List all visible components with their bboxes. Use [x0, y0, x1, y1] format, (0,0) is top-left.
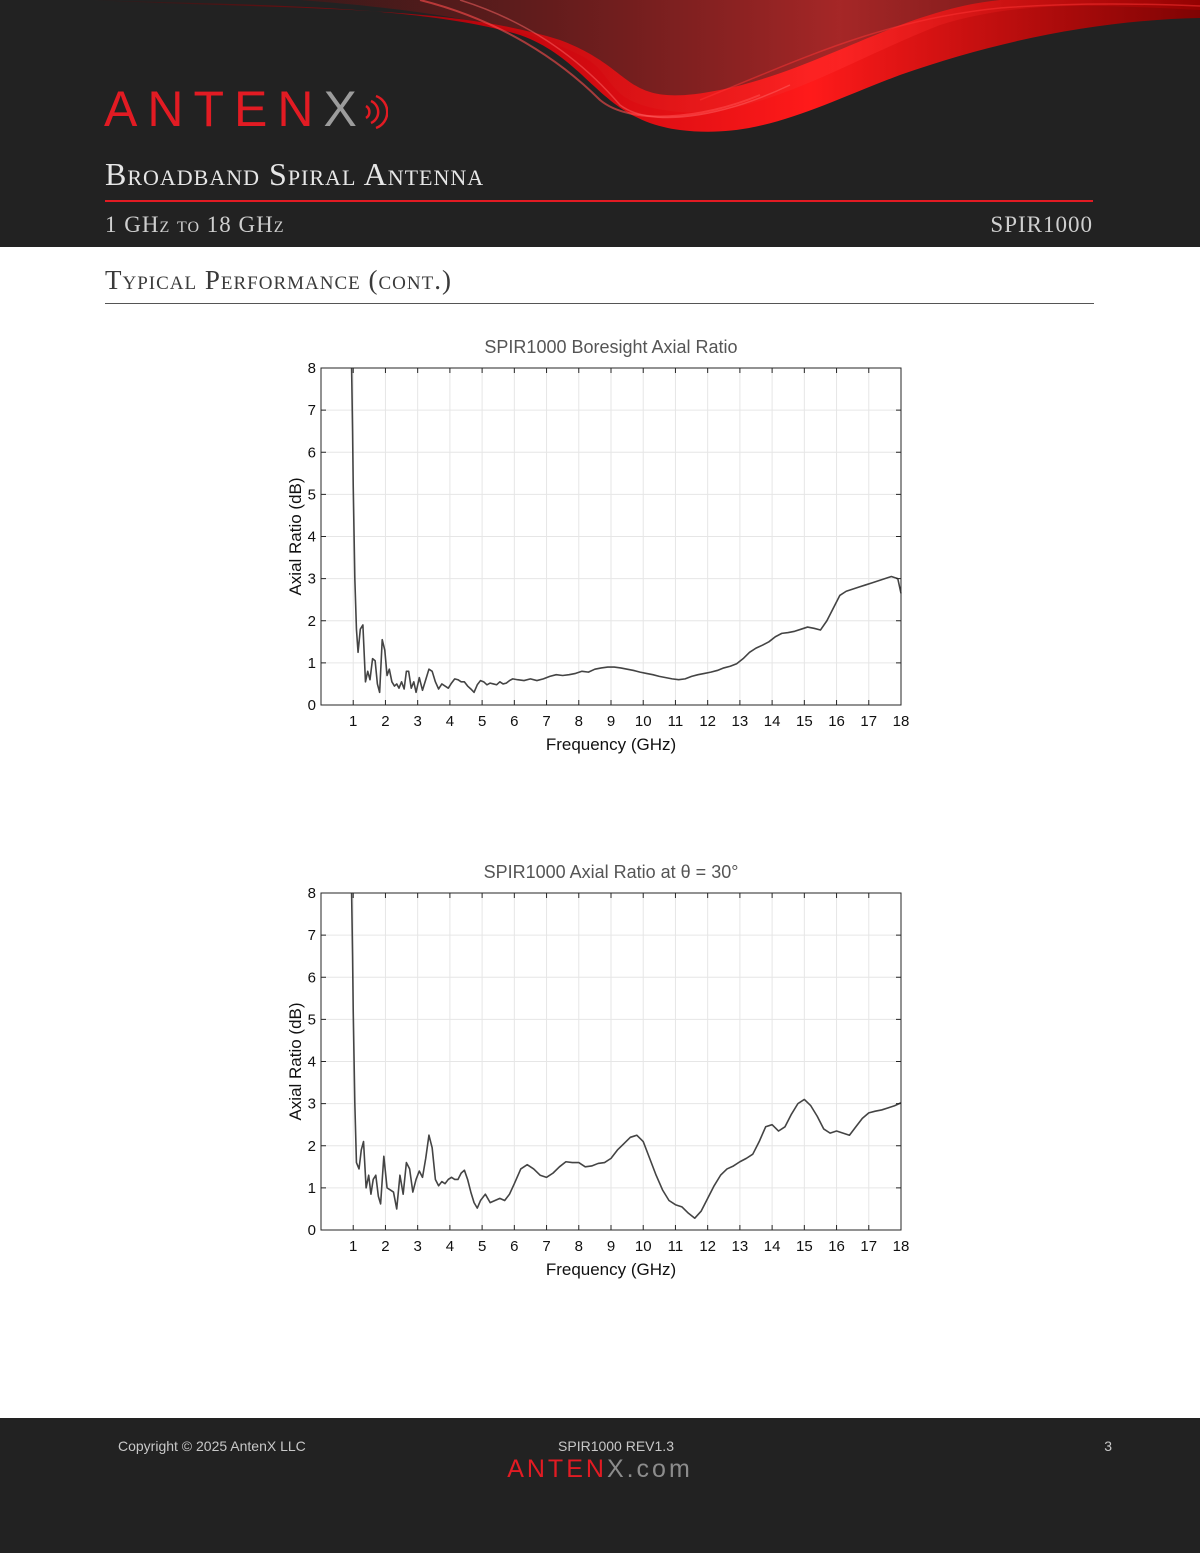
section-title: Typical Performance (cont.): [105, 265, 452, 295]
y-tick-label: 3: [307, 570, 316, 588]
x-tick-label: 4: [445, 1238, 455, 1255]
x-tick-label: 3: [413, 713, 422, 730]
x-tick-label: 11: [667, 713, 684, 730]
page-number: 3: [1104, 1438, 1112, 1454]
x-axis-label: Frequency (GHz): [545, 1260, 677, 1279]
x-tick-label: 8: [574, 713, 583, 730]
x-tick-label: 15: [795, 713, 813, 730]
chart-svg: [280, 330, 920, 760]
x-tick-label: 6: [510, 713, 519, 730]
x-tick-label: 1: [349, 713, 358, 730]
chart-svg: [280, 855, 920, 1285]
x-tick-label: 7: [542, 713, 551, 730]
chart-title: SPIR1000 Axial Ratio at θ = 30°: [483, 862, 739, 882]
y-tick-label: 0: [307, 1222, 316, 1239]
x-tick-label: 6: [510, 1238, 519, 1255]
y-axis-label: Axial Ratio (dB): [286, 1002, 305, 1121]
x-tick-label: 10: [634, 713, 652, 730]
x-tick-label: 17: [860, 713, 878, 730]
x-tick-label: 7: [542, 1238, 551, 1255]
x-tick-label: 15: [795, 1238, 813, 1255]
x-tick-label: 11: [667, 1238, 684, 1255]
x-tick-label: 8: [574, 1238, 583, 1255]
x-tick-label: 18: [892, 1238, 910, 1255]
y-tick-label: 1: [307, 654, 316, 672]
x-tick-label: 9: [606, 1238, 616, 1255]
section-divider: [105, 303, 1094, 304]
y-tick-label: 5: [307, 486, 316, 504]
x-tick-label: 2: [381, 1238, 390, 1255]
x-tick-label: 18: [892, 713, 910, 730]
x-tick-label: 14: [763, 1238, 781, 1255]
x-tick-label: 13: [731, 1238, 749, 1255]
y-tick-label: 6: [307, 444, 316, 462]
y-axis-label: Axial Ratio (dB): [286, 477, 305, 596]
frequency-range: 1 GHz to 18 GHz: [105, 212, 285, 237]
y-tick-label: 5: [307, 1011, 316, 1029]
signal-waves-icon: [362, 94, 388, 130]
y-tick-label: 0: [307, 697, 316, 714]
x-tick-label: 9: [606, 713, 616, 730]
x-tick-label: 16: [828, 1238, 845, 1255]
y-tick-label: 1: [307, 1179, 316, 1197]
copyright-text: Copyright © 2025 AntenX LLC: [118, 1438, 306, 1454]
y-tick-label: 4: [307, 1053, 316, 1071]
boresight-axial-ratio-chart: [280, 330, 920, 760]
x-tick-label: 3: [413, 1238, 422, 1255]
page-header: [0, 0, 1200, 247]
x-tick-label: 16: [828, 713, 845, 730]
y-tick-label: 7: [307, 927, 316, 945]
document-title: Broadband Spiral Antenna: [105, 156, 485, 192]
y-tick-label: 7: [307, 402, 316, 420]
x-tick-label: 1: [349, 1238, 358, 1255]
y-tick-label: 8: [307, 885, 316, 902]
x-tick-label: 14: [763, 713, 781, 730]
y-tick-label: 2: [307, 612, 316, 630]
y-tick-label: 2: [307, 1137, 316, 1155]
footer-logo: ANTENX.com: [507, 1455, 693, 1483]
x-axis-label: Frequency (GHz): [545, 735, 677, 754]
x-tick-label: 12: [699, 713, 717, 730]
x-tick-label: 12: [699, 1238, 717, 1255]
antenx-logo: ANTENX: [104, 81, 367, 137]
chart-title: SPIR1000 Boresight Axial Ratio: [484, 337, 738, 357]
axial-ratio-30deg-chart: [280, 855, 920, 1285]
model-number: SPIR1000: [990, 212, 1093, 237]
x-tick-label: 5: [477, 713, 487, 730]
x-tick-label: 5: [477, 1238, 487, 1255]
x-tick-label: 2: [381, 713, 390, 730]
y-tick-label: 3: [307, 1095, 316, 1113]
x-tick-label: 4: [445, 713, 455, 730]
x-tick-label: 17: [860, 1238, 878, 1255]
header-divider: [105, 200, 1093, 202]
y-tick-label: 8: [307, 360, 316, 377]
x-tick-label: 10: [634, 1238, 652, 1255]
y-tick-label: 6: [307, 969, 316, 987]
y-tick-label: 4: [307, 528, 316, 546]
revision-text: SPIR1000 REV1.3: [558, 1438, 674, 1454]
x-tick-label: 13: [731, 713, 749, 730]
